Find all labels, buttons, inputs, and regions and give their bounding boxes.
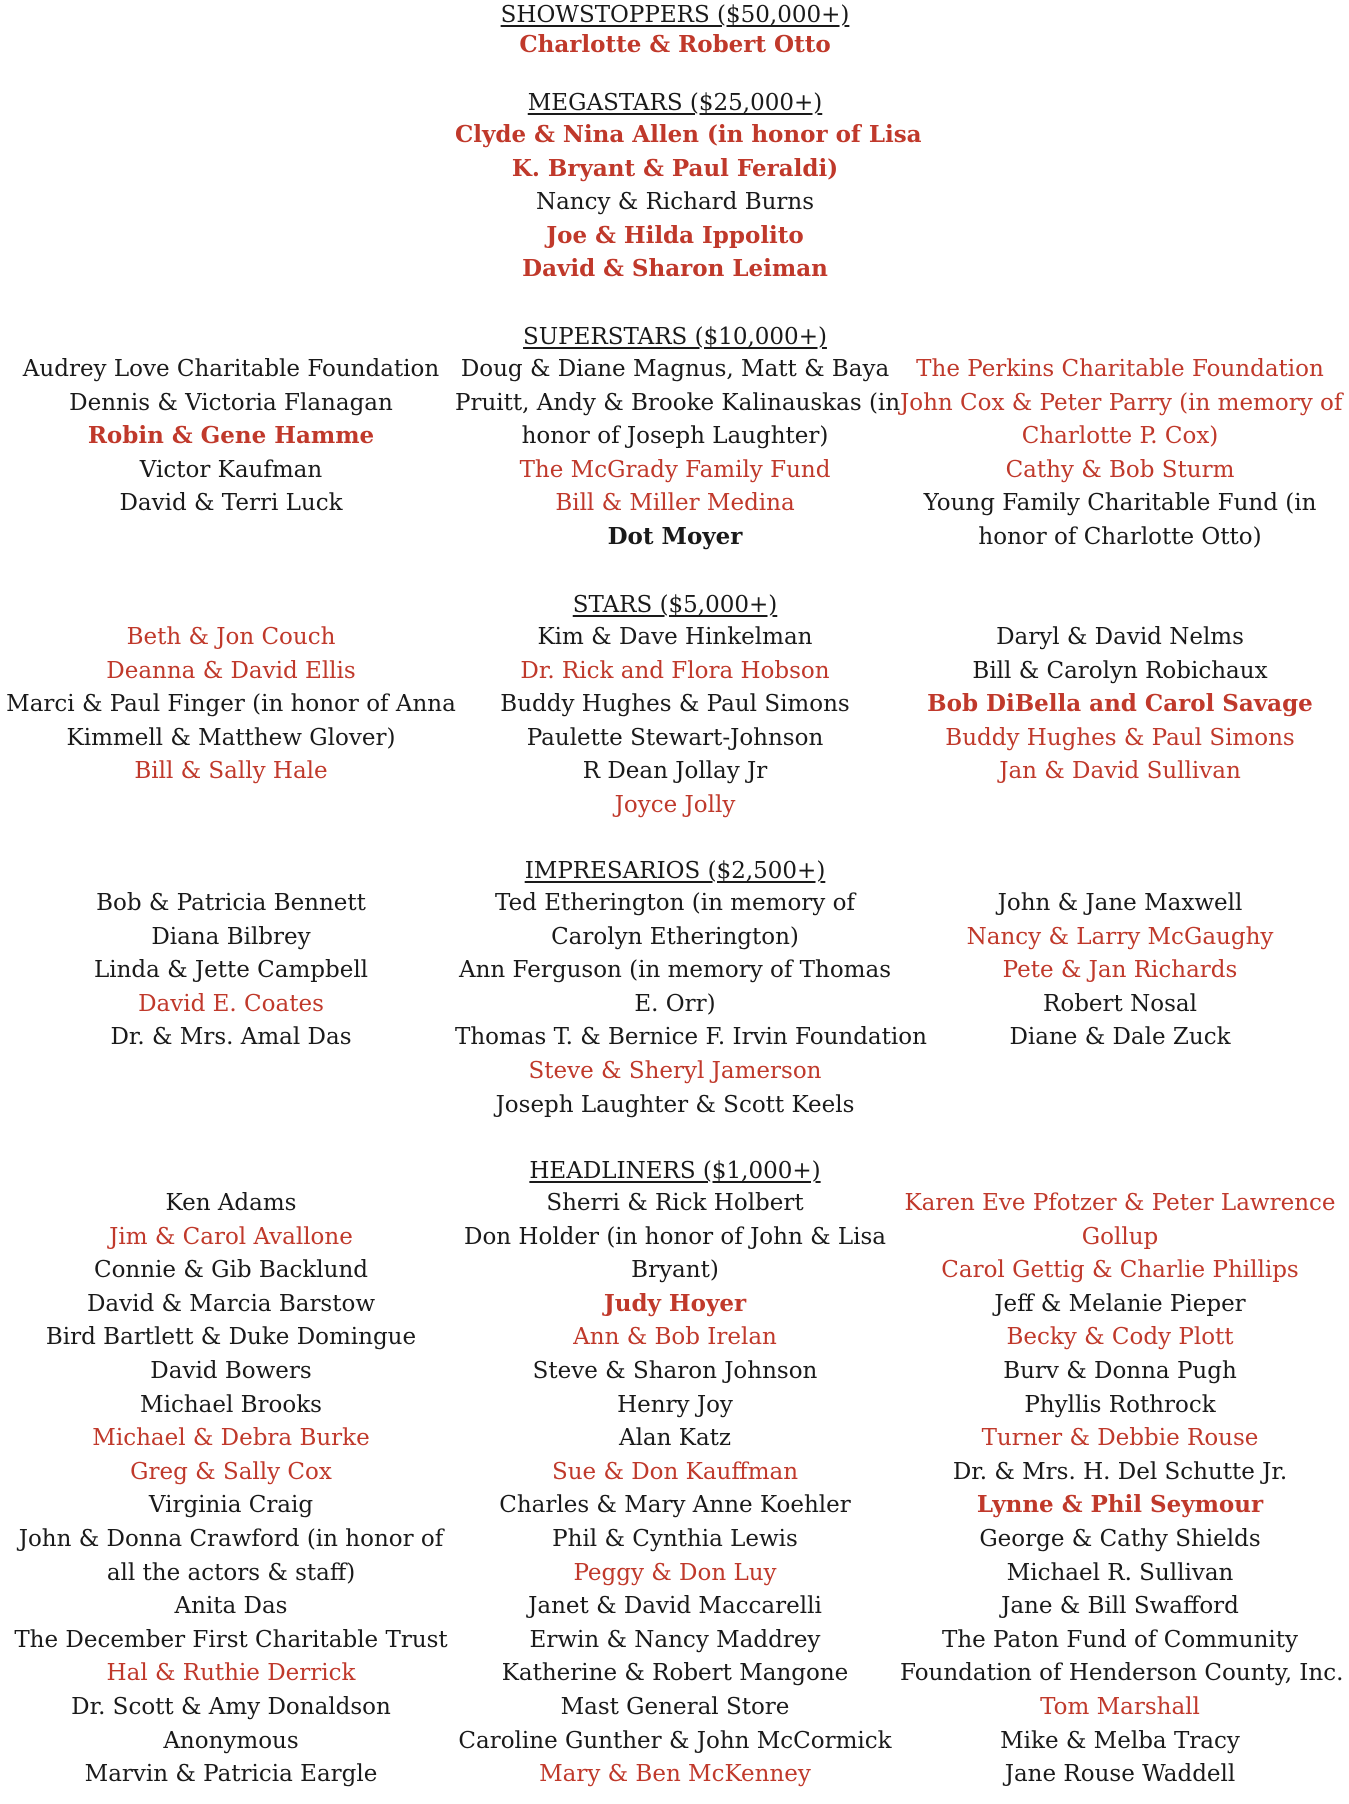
donor-name: The Paton Fund of Community xyxy=(941,1627,1299,1653)
donor-name: Bill & Miller Medina xyxy=(555,490,795,516)
donor-name: Cathy & Bob Sturm xyxy=(1005,457,1235,483)
donor-name: Kim & Dave Hinkelman xyxy=(537,624,813,650)
donor-name: Don Holder (in honor of John & Lisa xyxy=(464,1224,886,1250)
donor-name: Joyce Jolly xyxy=(614,792,736,818)
donor-name: Virginia Craig xyxy=(148,1492,314,1518)
donor-name: Diane & Dale Zuck xyxy=(1009,1024,1231,1050)
donor-name: Steve & Sheryl Jamerson xyxy=(528,1058,822,1084)
donor-name: Jeff & Melanie Pieper xyxy=(994,1291,1246,1317)
donor-name: Anita Das xyxy=(174,1593,288,1619)
donor-name: Jane Rouse Waddell xyxy=(1004,1761,1236,1787)
donor-name: all the actors & staff) xyxy=(106,1560,356,1586)
tier-heading: MEGASTARS ($25,000+) xyxy=(527,90,823,116)
donor-name: Mast General Store xyxy=(560,1694,790,1720)
donor-name: Dot Moyer xyxy=(607,523,743,550)
donor-name: Clyde & Nina Allen (in honor of Lisa xyxy=(455,121,922,148)
donor-name: Caroline Gunther & John McCormick xyxy=(458,1728,892,1754)
donor-name: Henry Joy xyxy=(617,1392,733,1418)
donor-name: Robert Nosal xyxy=(1043,991,1197,1017)
donor-name: Daryl & David Nelms xyxy=(996,624,1244,650)
donor-name: The McGrady Family Fund xyxy=(519,457,831,483)
donor-name: Linda & Jette Campbell xyxy=(93,957,369,983)
donor-name: Beth & Jon Couch xyxy=(126,624,336,650)
tier-heading: STARS ($5,000+) xyxy=(572,592,778,618)
donor-name: Jan & David Sullivan xyxy=(999,758,1241,784)
donor-name: Kimmell & Matthew Glover) xyxy=(66,725,396,751)
donor-name: Bob & Patricia Bennett xyxy=(96,890,366,916)
donor-name: Michael R. Sullivan xyxy=(1006,1560,1234,1586)
donor-name: Jane & Bill Swafford xyxy=(1001,1593,1239,1619)
donor-name: Marvin & Patricia Eargle xyxy=(84,1761,378,1787)
donor-name: Ted Etherington (in memory of xyxy=(495,890,855,916)
tier-heading: SHOWSTOPPERS ($50,000+) xyxy=(500,2,850,28)
donor-name: Robin & Gene Hamme xyxy=(87,422,375,449)
donor-name: Joe & Hilda Ippolito xyxy=(546,222,804,249)
donor-name: The Perkins Charitable Foundation xyxy=(916,356,1324,382)
donor-name: Charlotte P. Cox) xyxy=(1021,423,1219,449)
donor-name: David E. Coates xyxy=(138,991,324,1017)
donor-name: Ken Adams xyxy=(165,1190,297,1216)
donor-name: Steve & Sharon Johnson xyxy=(532,1358,818,1384)
donor-name: Victor Kaufman xyxy=(139,457,323,483)
donor-name: Buddy Hughes & Paul Simons xyxy=(500,691,850,717)
tier-heading: SUPERSTARS ($10,000+) xyxy=(523,324,827,350)
donor-name: Dr. Scott & Amy Donaldson xyxy=(71,1694,391,1720)
donor-name: Dr. & Mrs. Amal Das xyxy=(110,1024,352,1050)
donor-name: Charles & Mary Anne Koehler xyxy=(499,1492,851,1518)
donor-name: Karen Eve Pfotzer & Peter Lawrence xyxy=(904,1190,1336,1216)
donor-name: Burv & Donna Pugh xyxy=(1003,1358,1237,1384)
donor-name: The December First Charitable Trust xyxy=(14,1627,448,1653)
donor-name: Bob DiBella and Carol Savage xyxy=(927,690,1313,717)
donor-name: Mary & Ben McKenney xyxy=(539,1761,811,1787)
donor-name: Thomas T. & Bernice F. Irvin Foundation xyxy=(455,1024,927,1050)
donor-name: Ann & Bob Irelan xyxy=(573,1324,777,1350)
donor-name: Dr. & Mrs. H. Del Schutte Jr. xyxy=(952,1459,1288,1485)
donor-name: Katherine & Robert Mangone xyxy=(501,1660,849,1686)
donor-name: Janet & David Maccarelli xyxy=(528,1593,822,1619)
donor-name: Marci & Paul Finger (in honor of Anna xyxy=(6,691,456,717)
donor-name: Turner & Debbie Rouse xyxy=(981,1425,1259,1451)
donor-name: Mike & Melba Tracy xyxy=(1000,1728,1240,1754)
donor-name: Tom Marshall xyxy=(1040,1694,1200,1720)
donor-name: Foundation of Henderson County, Inc. xyxy=(900,1660,1344,1686)
donor-name: Pete & Jan Richards xyxy=(1002,957,1238,983)
donor-name: Paulette Stewart-Johnson xyxy=(526,725,824,751)
donor-name: Alan Katz xyxy=(618,1425,732,1451)
donor-name: Audrey Love Charitable Foundation xyxy=(22,356,440,382)
donor-name: Sue & Don Kauffman xyxy=(551,1459,799,1485)
donor-name: R Dean Jollay Jr xyxy=(582,758,768,784)
donor-name: Erwin & Nancy Maddrey xyxy=(529,1627,821,1653)
donor-name: Nancy & Larry McGaughy xyxy=(966,924,1274,950)
donor-name: Greg & Sally Cox xyxy=(130,1459,332,1485)
donor-name: David Bowers xyxy=(150,1358,312,1384)
donor-name: Bill & Sally Hale xyxy=(134,758,328,784)
donor-name: Becky & Cody Plott xyxy=(1006,1324,1234,1350)
donor-name: Bryant) xyxy=(631,1257,719,1283)
donor-name: John & Donna Crawford (in honor of xyxy=(18,1526,444,1552)
donor-name: Connie & Gib Backlund xyxy=(93,1257,369,1283)
donor-name: David & Sharon Leiman xyxy=(522,255,828,282)
donor-name: Hal & Ruthie Derrick xyxy=(106,1660,356,1686)
donor-name: honor of Joseph Laughter) xyxy=(521,423,829,449)
tier-heading: HEADLINERS ($1,000+) xyxy=(529,1158,821,1184)
donor-name: E. Orr) xyxy=(634,991,716,1017)
donor-name: David & Marcia Barstow xyxy=(86,1291,376,1317)
donor-name: Michael Brooks xyxy=(140,1392,322,1418)
donor-name: Deanna & David Ellis xyxy=(106,658,356,684)
donor-name: John & Jane Maxwell xyxy=(997,890,1243,916)
donor-name: Carol Gettig & Charlie Phillips xyxy=(941,1257,1299,1283)
donor-name: Bird Bartlett & Duke Domingue xyxy=(45,1324,417,1350)
donor-name: John Cox & Peter Parry (in memory of xyxy=(900,390,1343,416)
donor-name: Dr. Rick and Flora Hobson xyxy=(520,658,830,684)
donor-name: Michael & Debra Burke xyxy=(92,1425,370,1451)
donor-name: Carolyn Etherington) xyxy=(551,924,799,950)
donor-name: Doug & Diane Magnus, Matt & Baya xyxy=(460,356,890,382)
donor-name: Phil & Cynthia Lewis xyxy=(552,1526,798,1552)
donor-name: Ann Ferguson (in memory of Thomas xyxy=(459,957,891,983)
donor-name: K. Bryant & Paul Feraldi) xyxy=(511,155,839,182)
donor-name: George & Cathy Shields xyxy=(979,1526,1261,1552)
donor-name: Jim & Carol Avallone xyxy=(109,1224,353,1250)
donor-name: Sherri & Rick Holbert xyxy=(546,1190,804,1216)
donor-name: Lynne & Phil Seymour xyxy=(976,1491,1264,1518)
donor-name: Dennis & Victoria Flanagan xyxy=(69,390,393,416)
tier-heading: IMPRESARIOS ($2,500+) xyxy=(524,858,826,884)
donor-name: Peggy & Don Luy xyxy=(573,1560,777,1586)
donor-name: Phyllis Rothrock xyxy=(1024,1392,1216,1418)
donor-name: Pruitt, Andy & Brooke Kalinauskas (in xyxy=(455,390,901,416)
donor-name: Diana Bilbrey xyxy=(151,924,311,950)
donor-name: Charlotte & Robert Otto xyxy=(519,31,831,58)
donor-name: Judy Hoyer xyxy=(603,1290,747,1317)
donor-name: honor of Charlotte Otto) xyxy=(978,524,1262,550)
donor-name: Gollup xyxy=(1081,1224,1159,1250)
donor-name: David & Terri Luck xyxy=(119,490,343,516)
donor-name: Buddy Hughes & Paul Simons xyxy=(945,725,1295,751)
donor-name: Bill & Carolyn Robichaux xyxy=(972,658,1268,684)
donor-name: Joseph Laughter & Scott Keels xyxy=(495,1092,855,1118)
donor-name: Anonymous xyxy=(163,1728,299,1754)
donor-name: Young Family Charitable Fund (in xyxy=(923,490,1317,516)
donor-name: Nancy & Richard Burns xyxy=(535,189,815,215)
